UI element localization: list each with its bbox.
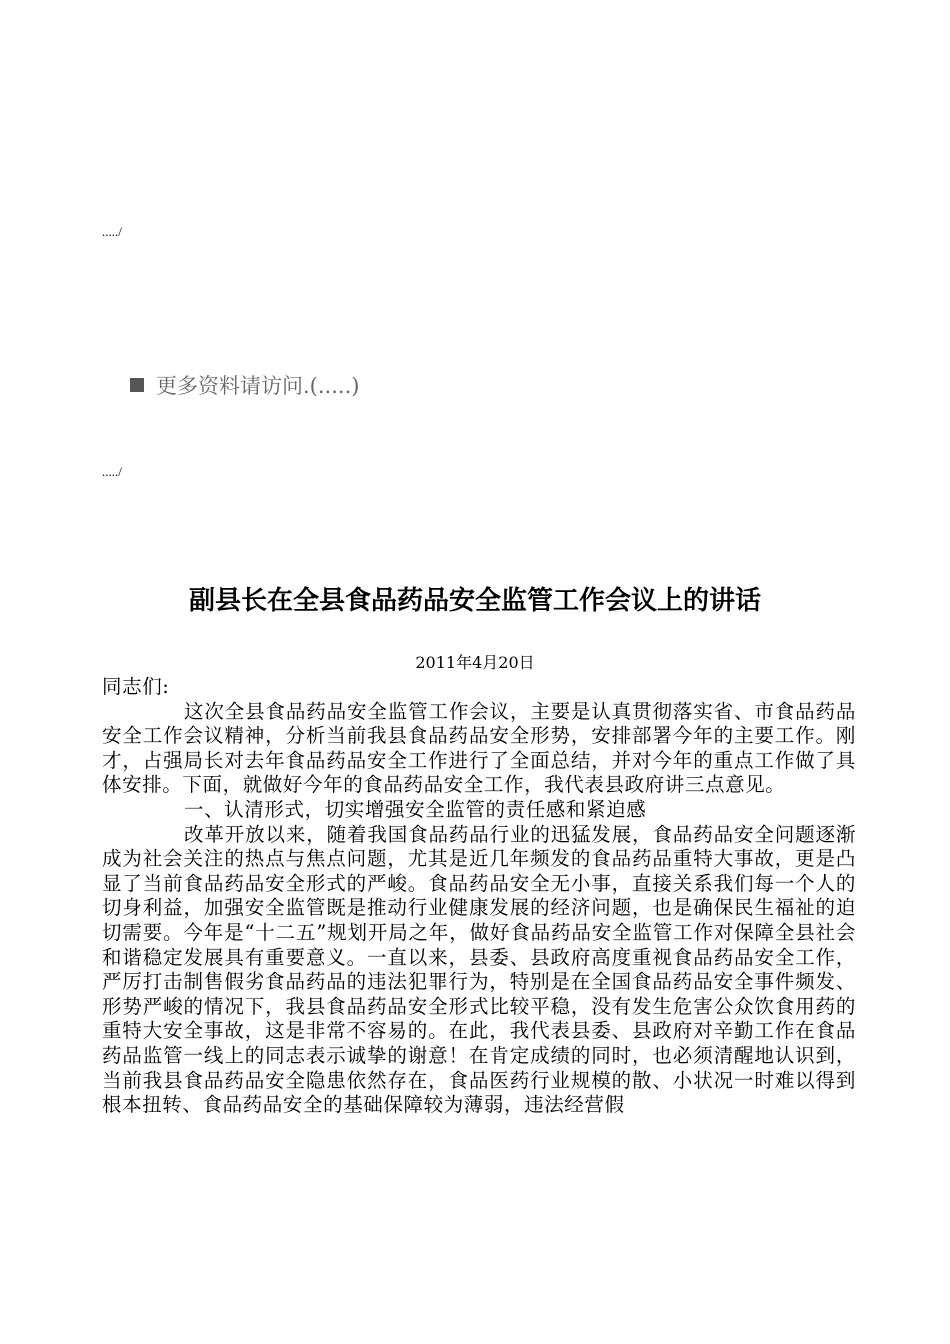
document-body (102, 675, 856, 1118)
paragraph-intro: 这次全县食品药品安全监管工作会议，主要是认真贯彻落实省、市食品药品安全工作会议精神，分析当前我县食品药品安全形势，安排部署今年的主要工作。刚才，占强局长对去年食品药品安全工作进行了全面总结，并对今年的重点工作做了具体安排。下面，就做好今年的食品药品安全工作，我代表县政府讲三点意见。 (102, 699, 856, 797)
promo-line (130, 370, 359, 400)
paragraph-section-1: 改革开放以来，随着我国食品药品行业的迅猛发展，食品药品安全问题逐渐成为社会关注的热点与焦点问题，尤其是近几年频发的食品药品重特大事故，更是凸显了当前食品药品安全形式的严峻。食品药品安全无小事，直接关系我们每一个人的切身利益，加强安全监管既是推动行业健康发展的经济问题，也是确保民生福祉的迫切需要。今年是“十二五”规划开局之年，做好食品药品安全监管工作对保障全县社会和谐稳定发展具有重要意义。一直以来，县委、县政府高度重视食品药品安全工作，严厉打击制售假劣食品药品的违法犯罪行为，特别是在全国食品药品安全事件频发、形势严峻的情况下，我县食品药品安全形式比较平稳，没有发生危害公众饮食用药的重特大安全事故，这是非常不容易的。在此，我代表县委、县政府对辛勤工作在食品药品监管一线上的同志表示诚挚的谢意！在肯定成绩的同时，也必须清醒地认识到，当前我县食品药品安全隐患依然存在，食品医药行业规模的散、小状况一时难以得到根本扭转、食品药品安全的基础保障较为薄弱，违法经营假 (102, 822, 856, 1117)
salutation: 同志们: (102, 675, 170, 698)
section-heading-1: 一、认清形式，切实增强安全监管的责任感和紧迫感 (184, 797, 647, 821)
document-title: 副县长在全县食品药品安全监管工作会议上的讲话 (188, 586, 761, 616)
header-dots-bottom: ...../ (102, 464, 122, 479)
document-date: 2011年4月20日 (415, 653, 535, 672)
header-dots-top: ...../ (102, 224, 122, 239)
promo-text: 更多资料请访问.(.....) (156, 374, 360, 398)
square-bullet-icon (130, 378, 144, 392)
